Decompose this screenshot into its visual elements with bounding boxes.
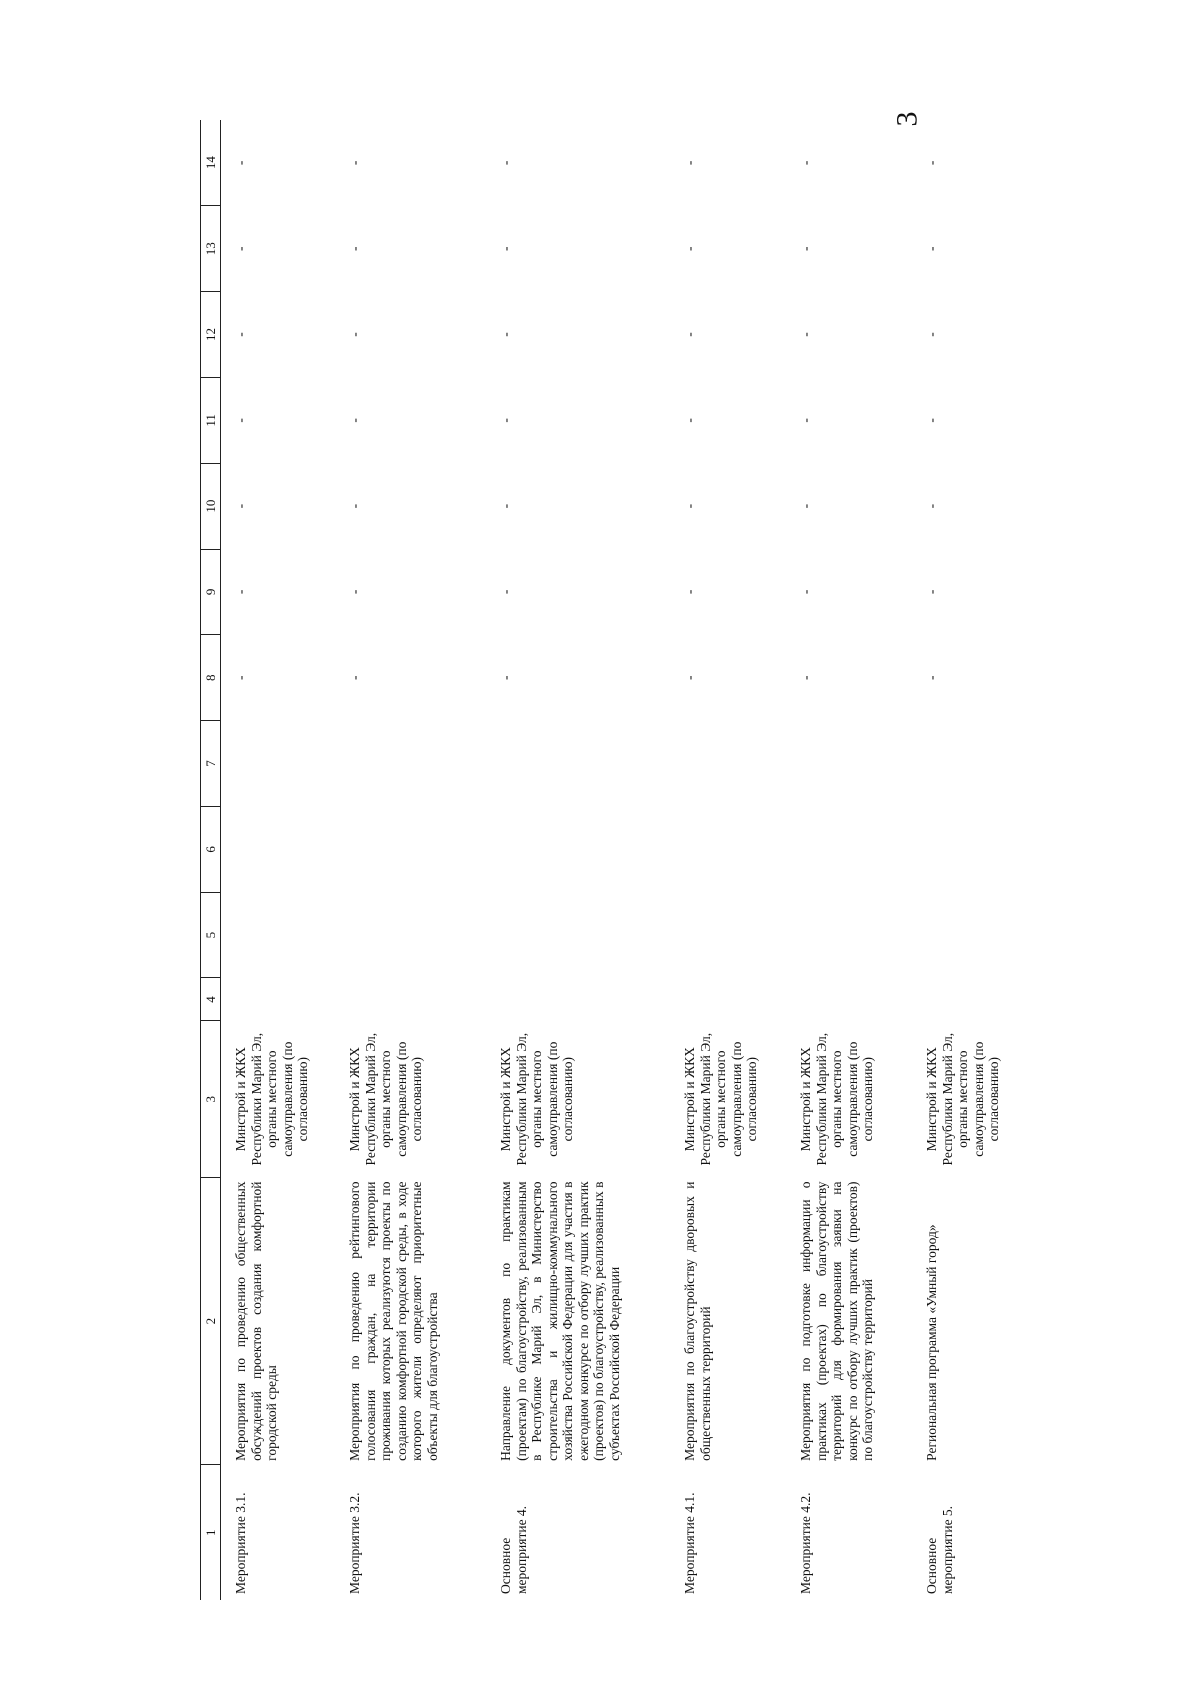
row-value: - (498, 246, 513, 251)
row-value (486, 721, 670, 807)
row-value (221, 978, 336, 1021)
row-value: - (924, 418, 939, 423)
row-description: Мероприятия по проведению рейтингового голосования граждан, на территории проживания которых реализуются проекты по созданию комфортной городской среды, в ходе которого жители определяют приоритетные объекты для благоустройства (347, 1181, 440, 1461)
row-value (786, 721, 912, 807)
row-value: - (498, 160, 513, 166)
row-value (486, 806, 670, 892)
col-header: 4 (201, 978, 221, 1021)
row-value (335, 806, 486, 892)
row-executor: Минстрой и ЖКХ Республики Марий Эл, органы местного самоуправления (по согласованию) (924, 1032, 1001, 1166)
row-value (221, 892, 336, 978)
row-value: - (347, 246, 362, 251)
row-value: - (498, 675, 513, 680)
row-value (670, 892, 786, 978)
row-value (786, 978, 912, 1021)
row-description: Направление документов по практикам (проектам) по благоустройству, реализованным в Республике Марий Эл, в Министерство строительства и жилищно-коммунального хозяйства Российской Федерации для участия в ежегодном конкурсе по отбору лучших практик (проектов) по благоустройству, реализованных в субъектах Российской Федерации (498, 1181, 622, 1461)
row-id: Мероприятие 4.1. (682, 1492, 697, 1594)
row-value (221, 806, 336, 892)
row-value (670, 806, 786, 892)
col-header: 13 (201, 206, 221, 292)
row-value: - (798, 246, 813, 251)
row-value: - (233, 160, 248, 166)
page-number: 3 (890, 111, 924, 127)
col-header: 12 (201, 292, 221, 378)
row-executor: Минстрой и ЖКХ Республики Марий Эл, органы местного самоуправления (по согласованию) (498, 1032, 575, 1166)
rotated-table-container (200, 120, 1001, 1600)
col-header: 3 (201, 1021, 221, 1178)
row-value (335, 721, 486, 807)
row-value (912, 978, 1018, 1021)
row-value (335, 978, 486, 1021)
row-value: - (798, 589, 813, 595)
row-id: Мероприятие 3.2. (347, 1492, 362, 1594)
row-value: - (498, 589, 513, 595)
row-value: - (233, 675, 248, 680)
row-executor: Минстрой и ЖКХ Республики Марий Эл, органы местного самоуправления (по согласованию) (347, 1032, 424, 1166)
row-id: Основное мероприятие 5. (924, 1505, 955, 1594)
table-row (786, 120, 912, 1600)
row-value: - (682, 160, 697, 166)
row-executor: Минстрой и ЖКХ Республики Марий Эл, органы местного самоуправления (по согласованию) (682, 1032, 759, 1166)
row-value: - (798, 418, 813, 423)
row-value (912, 892, 1018, 978)
table-row (335, 120, 486, 1600)
row-value: - (347, 332, 362, 337)
row-value: - (682, 246, 697, 251)
col-header: 9 (201, 549, 221, 635)
row-value (486, 978, 670, 1021)
col-header: 2 (201, 1177, 221, 1464)
row-executor: Минстрой и ЖКХ Республики Марий Эл, органы местного самоуправления (по согласованию) (233, 1032, 310, 1166)
table-row (221, 120, 336, 1600)
row-value: - (682, 675, 697, 680)
row-value: - (233, 246, 248, 251)
activities-table (200, 120, 1018, 1600)
row-value: - (682, 589, 697, 595)
row-value: - (798, 675, 813, 680)
row-id: Основное мероприятие 4. (498, 1505, 529, 1594)
row-value (786, 806, 912, 892)
col-header: 5 (201, 892, 221, 978)
row-value (335, 892, 486, 978)
row-value: - (682, 503, 697, 509)
row-description: Мероприятия по благоустройству дворовых и общественных территорий (682, 1181, 713, 1461)
row-id: Мероприятие 4.2. (798, 1492, 813, 1594)
row-value: - (347, 589, 362, 595)
row-executor: Минстрой и ЖКХ Республики Марий Эл, органы местного самоуправления (по согласованию) (798, 1032, 875, 1166)
row-value: - (798, 332, 813, 337)
row-value: - (347, 675, 362, 680)
table-row (912, 120, 1018, 1600)
row-value: - (924, 160, 939, 166)
row-value: - (924, 675, 939, 680)
row-value: - (233, 589, 248, 595)
row-value: - (924, 332, 939, 337)
row-description: Мероприятия по проведению общественных обсуждений проектов создания комфортной городской среды (233, 1181, 279, 1461)
row-value: - (924, 503, 939, 509)
row-value: - (233, 503, 248, 509)
row-value: - (924, 246, 939, 251)
row-value: - (233, 332, 248, 337)
table-row (486, 120, 670, 1600)
row-value: - (798, 503, 813, 509)
row-value: - (924, 589, 939, 595)
row-value (786, 892, 912, 978)
row-value (912, 721, 1018, 807)
row-value (912, 806, 1018, 892)
col-header: 11 (201, 377, 221, 463)
row-value (486, 892, 670, 978)
row-value (670, 721, 786, 807)
row-value: - (498, 418, 513, 423)
row-value: - (682, 332, 697, 337)
header-row (201, 120, 221, 1600)
row-value: - (347, 160, 362, 166)
row-value: - (498, 503, 513, 509)
row-value (670, 978, 786, 1021)
row-value: - (347, 503, 362, 509)
row-description: Региональная программа «Умный город» (924, 1224, 939, 1461)
col-header: 10 (201, 463, 221, 549)
row-value: - (798, 160, 813, 166)
row-value: - (347, 418, 362, 423)
row-value: - (233, 418, 248, 423)
row-value (221, 721, 336, 807)
col-header: 14 (201, 120, 221, 206)
col-header: 6 (201, 806, 221, 892)
row-id: Мероприятие 3.1. (233, 1492, 248, 1594)
col-header: 7 (201, 721, 221, 807)
table-row (670, 120, 786, 1600)
row-value: - (682, 418, 697, 423)
row-value: - (498, 332, 513, 337)
col-header: 8 (201, 635, 221, 721)
col-header: 1 (201, 1465, 221, 1600)
row-description: Мероприятия по подготовке информации о практиках (проектах) по благоустройству территорий для формирования заявки на конкурс по отбору лучших практик (проектов) по благоустройству территорий (798, 1181, 875, 1461)
